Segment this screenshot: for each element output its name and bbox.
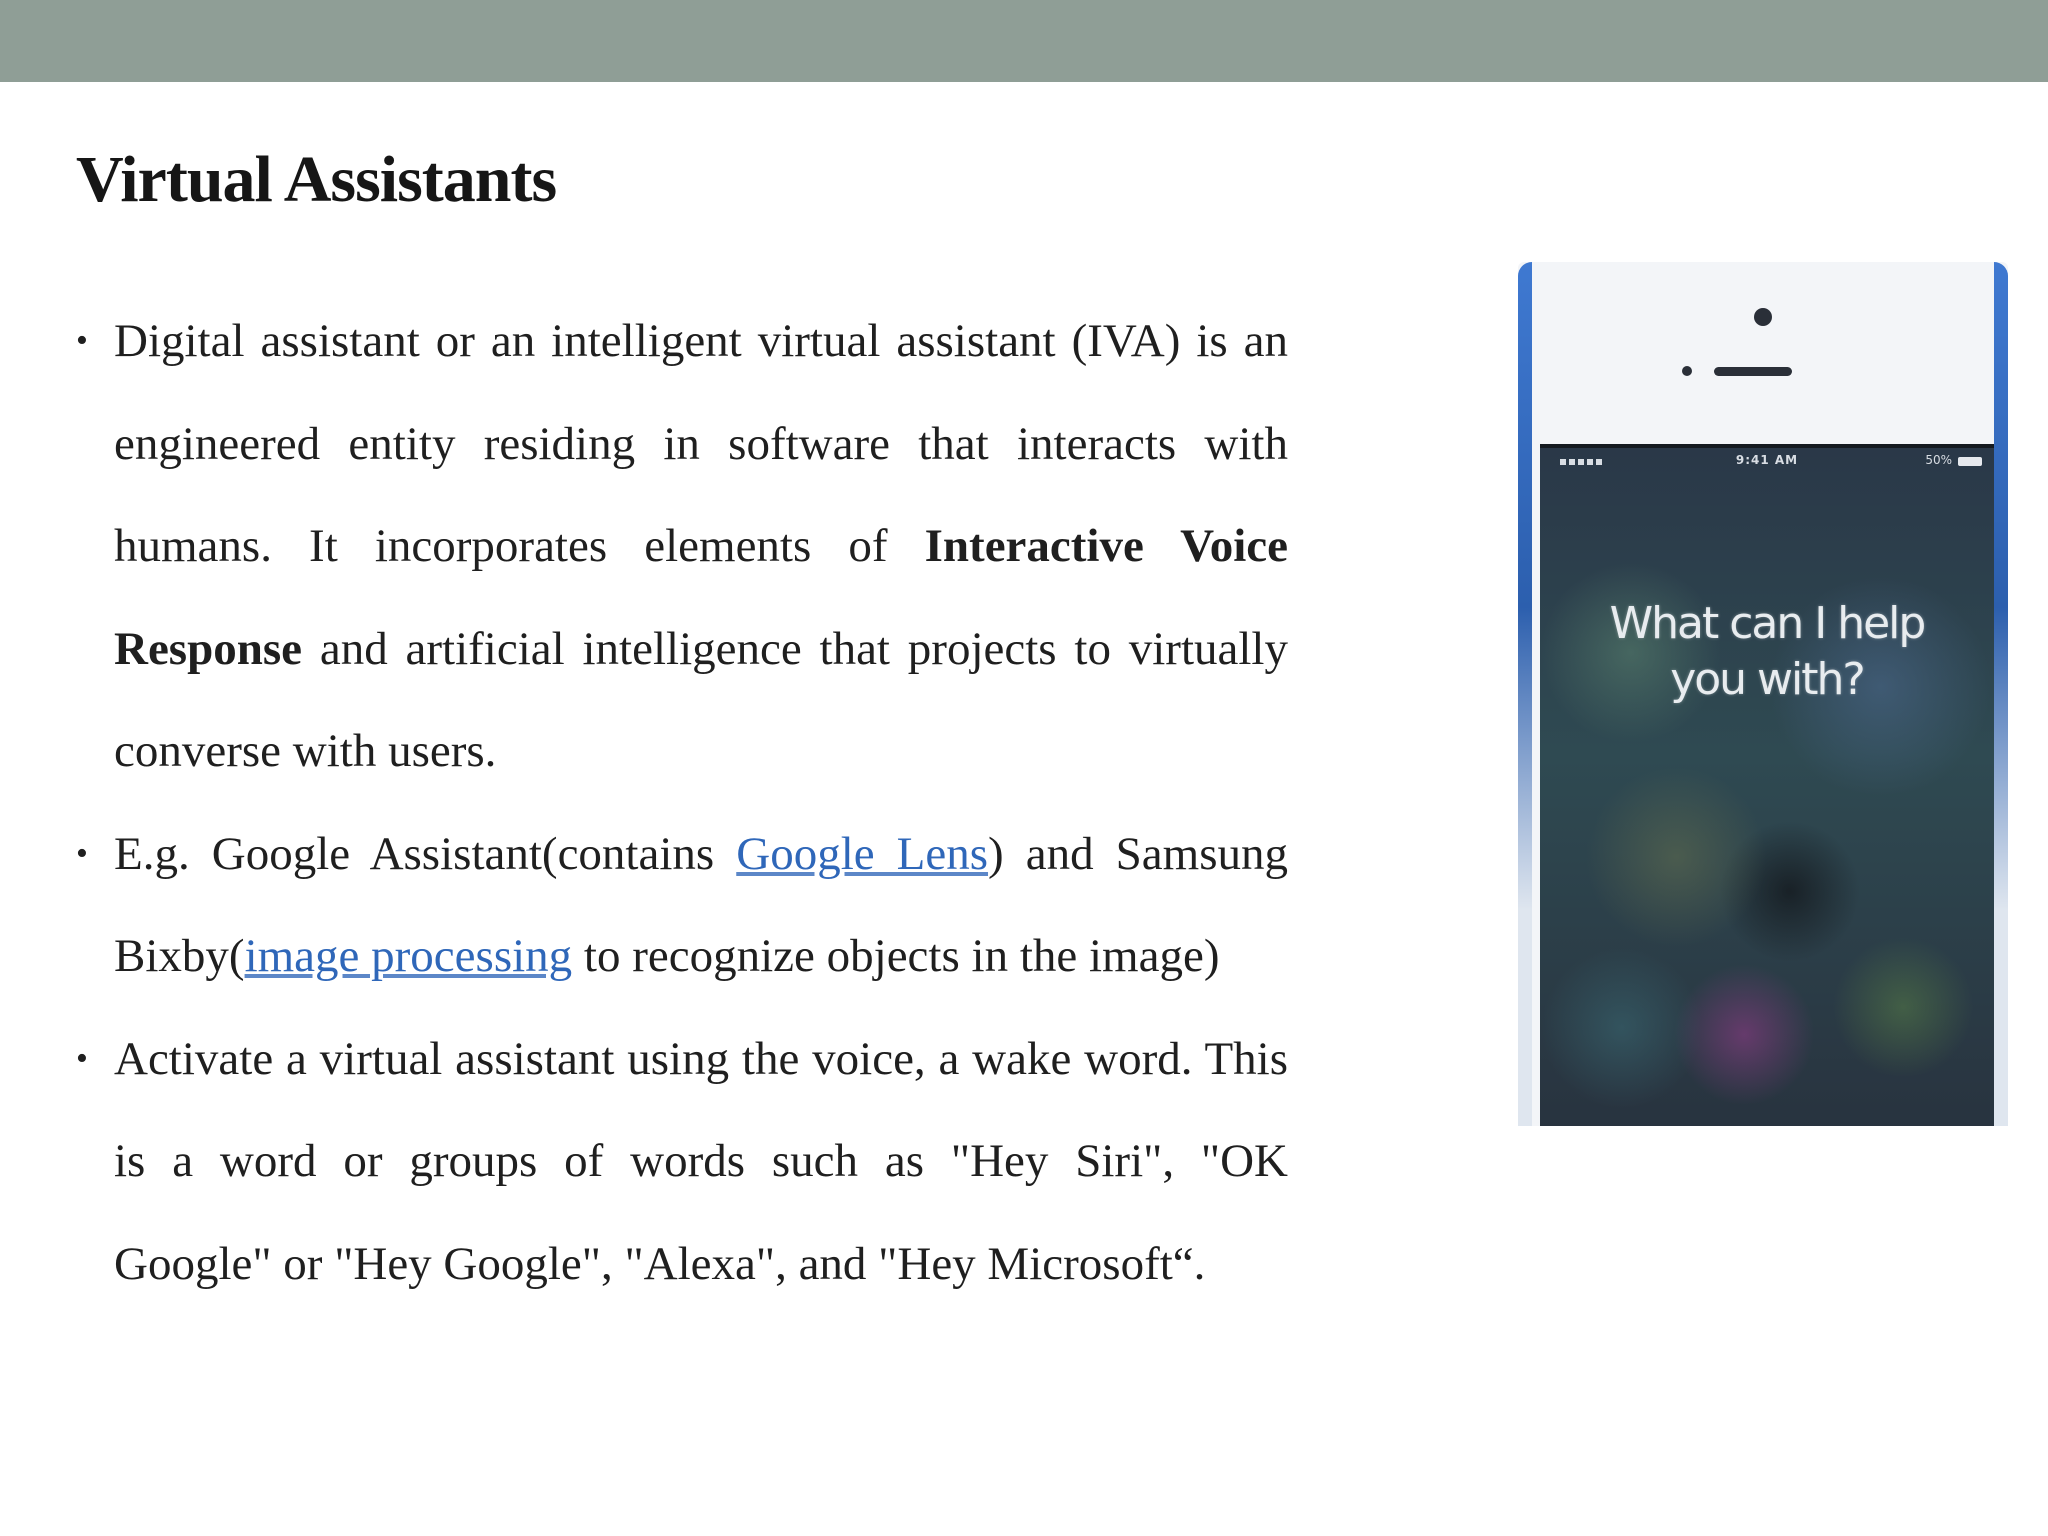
bullet-item-iva-definition [76,290,1288,803]
phone-camera-icon [1754,308,1772,326]
phone-screen [1540,444,1994,1126]
bullet-text: Digital assistant or an intelligent virtual assistant (IVA) is an engineered entity residing in software that interacts with humans. It incorporates elements of [114,315,1288,572]
bullet-text: to recognize objects in the image) [572,930,1220,982]
slide-title: Virtual Assistants [76,143,557,216]
battery-percent: 50% [1925,453,1952,467]
bold-term: Interactive Voice Response [114,520,1288,675]
bullet-text: E.g. Google Assistant(contains [114,827,737,880]
top-banner [0,0,2048,82]
phone-speaker-icon [1714,367,1792,376]
google-lens-link[interactable]: Google Lens [736,827,989,880]
battery-icon [1958,457,1982,466]
bullet-icon: • [76,1039,88,1077]
phone-siri-image [1518,262,2008,1126]
bullet-item-wake-word [76,1008,1288,1316]
image-processing-link[interactable]: image processing [244,930,573,982]
siri-prompt-text: What can I help you with? [1609,598,1925,705]
status-time: 9:41 AM [1735,453,1799,467]
bullet-item-examples [76,803,1288,1008]
status-bar [1540,448,1994,478]
bullet-text: and artificial intelligence that projects to virtually converse with users. [114,622,1288,777]
phone-edge [1518,262,1532,1126]
bullet-text: Activate a virtual assistant using the voice, a wake word. This is a word or groups of words such as "Hey Siri", "OK Google" or "Hey Google", "Alexa", and "Hey Microsoft“. [114,1032,1288,1290]
bullet-list [76,290,1288,1315]
bullet-icon: • [76,322,88,359]
bullet-icon: • [76,834,88,872]
phone-sensor-icon [1682,366,1692,376]
bullet-text: ) and Samsung Bixby( [114,827,1288,982]
phone-edge [1994,262,2008,1126]
